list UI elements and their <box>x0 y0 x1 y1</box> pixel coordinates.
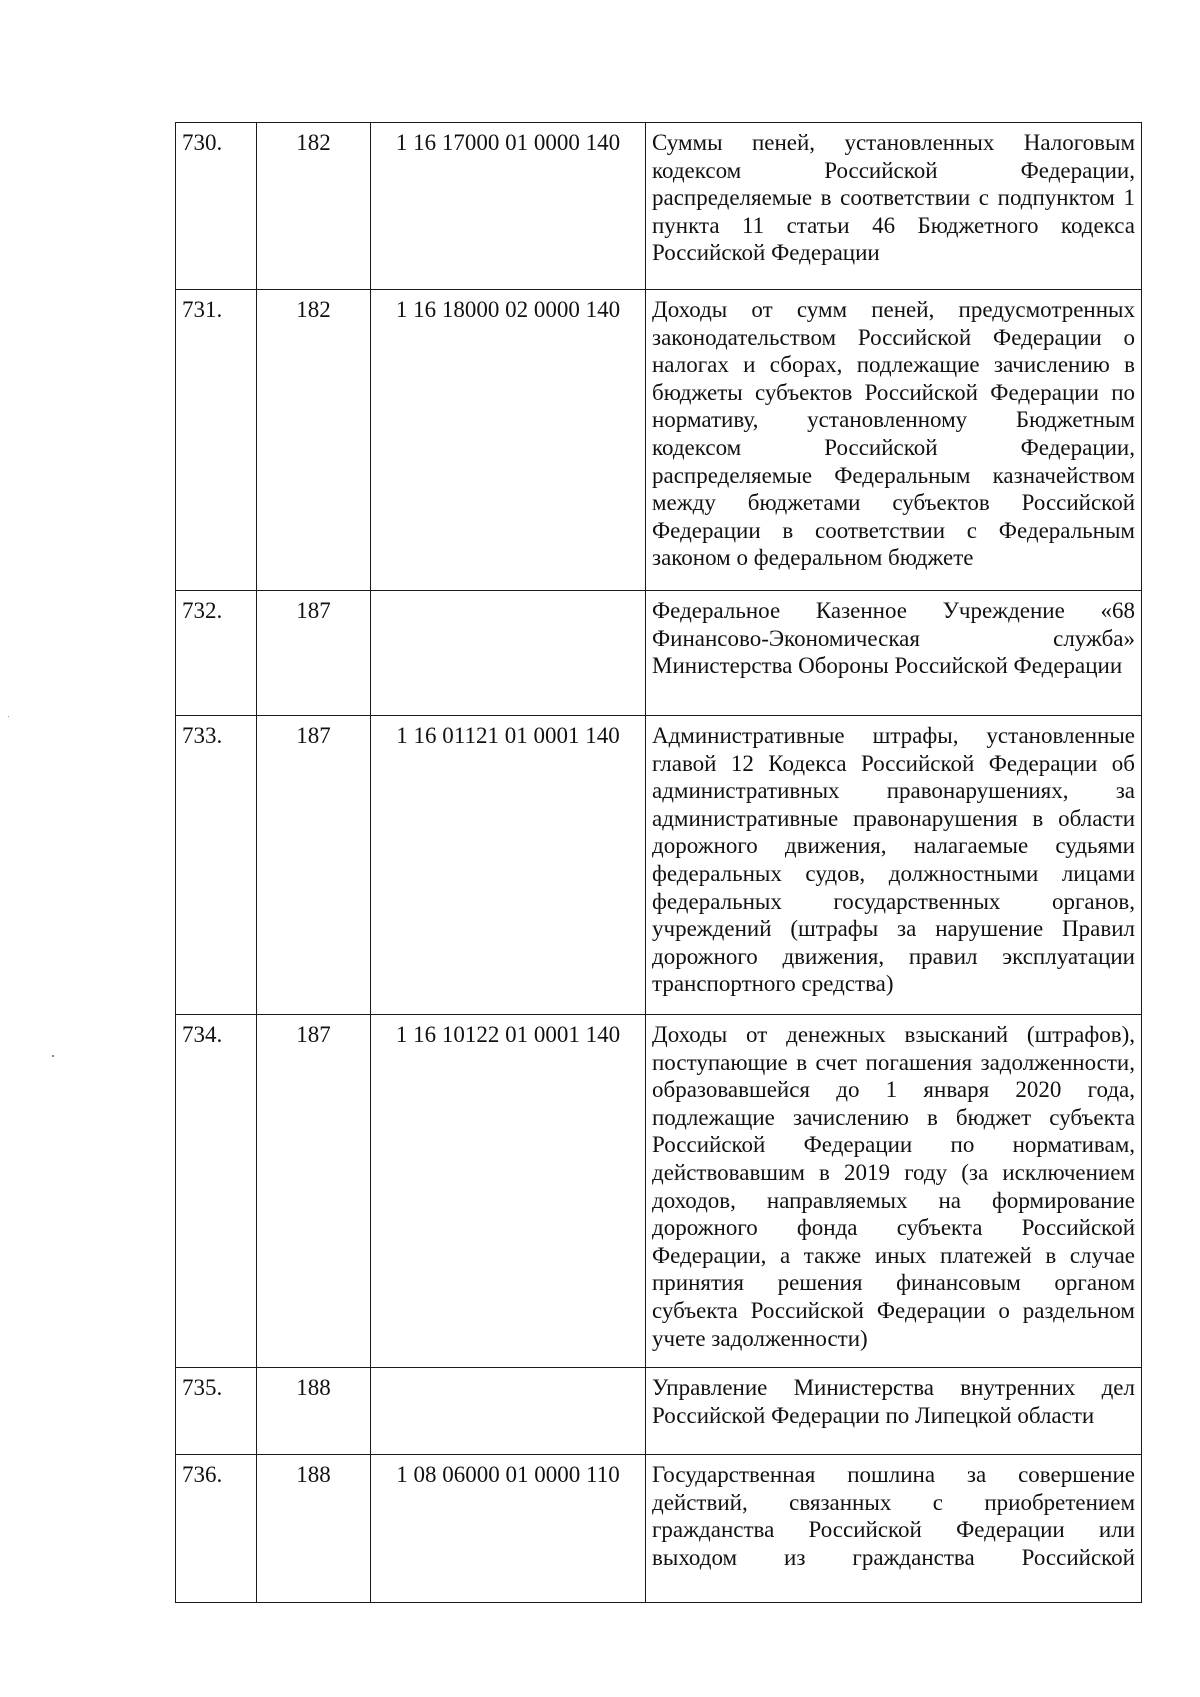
row-number: 730. <box>176 123 257 290</box>
table-row <box>176 1368 1142 1455</box>
administrator-code: 188 <box>257 1455 371 1603</box>
revenue-name: Доходы от денежных взысканий (штрафов), поступающие в счет погашения задолженности, образовавшейся до 1 января 2020 года, подлежащие зачислению в бюджет субъекта Российской Федерации по нормативам, действовавшим в 2019 году (за исключением доходов, направляемых на формирование дорожного фонда субъекта Российской Федерации, а также иных платежей в случае принятия решения финансовым органом субъекта Российской Федерации о раздельном учете задолженности) <box>646 1015 1142 1368</box>
revenue-name: Административные штрафы, установленные главой 12 Кодекса Российской Федерации об административных правонарушениях, за административные правонарушения в области дорожного движения, налагаемые судьями федеральных судов, должностными лицами федеральных государственных органов, учреждений (штрафы за нарушение Правил дорожного движения, правил эксплуатации транспортного средства) <box>646 716 1142 1015</box>
revenue-code: 1 16 01121 01 0001 140 <box>371 716 646 1015</box>
revenue-code: 1 16 17000 01 0000 140 <box>371 123 646 290</box>
table-row <box>176 290 1142 591</box>
revenue-name: Доходы от сумм пеней, предусмотренных законодательством Российской Федерации о налогах и сборах, подлежащие зачислению в бюджеты субъектов Российской Федерации по нормативу, установленному Бюджетным кодексом Российской Федерации, распределяемые Федеральным казначейством между бюджетами субъектов Российской Федерации в соответствии с Федеральным законом о федеральном бюджете <box>646 290 1142 591</box>
table-row <box>176 1455 1142 1603</box>
administrator-name: Управление Министерства внутренних дел Российской Федерации по Липецкой области <box>646 1368 1142 1455</box>
revenue-name: Суммы пеней, установленных Налоговым кодексом Российской Федерации, распределяемые в соответствии с подпунктом 1 пункта 11 статьи 46 Бюджетного кодекса Российской Федерации <box>646 123 1142 290</box>
table-row <box>176 591 1142 716</box>
administrator-code: 182 <box>257 290 371 591</box>
row-number: 736. <box>176 1455 257 1603</box>
administrator-name: Федеральное Казенное Учреждение «68 Финансово-Экономическая служба» Министерства Обороны Российской Федерации <box>646 591 1142 716</box>
revenue-code: 1 08 06000 01 0000 110 <box>371 1455 646 1603</box>
row-number: 731. <box>176 290 257 591</box>
revenue-name: Государственная пошлина за совершение действий, связанных с приобретением гражданства Российской Федерации или выходом из гражданства Российской <box>646 1455 1142 1603</box>
administrator-code: 188 <box>257 1368 371 1455</box>
row-number: 733. <box>176 716 257 1015</box>
row-number: 732. <box>176 591 257 716</box>
scan-speck <box>8 716 9 717</box>
table-row <box>176 1015 1142 1368</box>
table-row <box>176 123 1142 290</box>
revenue-code <box>371 591 646 716</box>
revenue-code: 1 16 10122 01 0001 140 <box>371 1015 646 1368</box>
budget-classification-table <box>175 122 1142 1603</box>
administrator-code: 187 <box>257 591 371 716</box>
administrator-code: 187 <box>257 716 371 1015</box>
revenue-code: 1 16 18000 02 0000 140 <box>371 290 646 591</box>
table-row <box>176 716 1142 1015</box>
scan-speck <box>52 1055 54 1057</box>
administrator-code: 187 <box>257 1015 371 1368</box>
revenue-code <box>371 1368 646 1455</box>
row-number: 735. <box>176 1368 257 1455</box>
row-number: 734. <box>176 1015 257 1368</box>
administrator-code: 182 <box>257 123 371 290</box>
